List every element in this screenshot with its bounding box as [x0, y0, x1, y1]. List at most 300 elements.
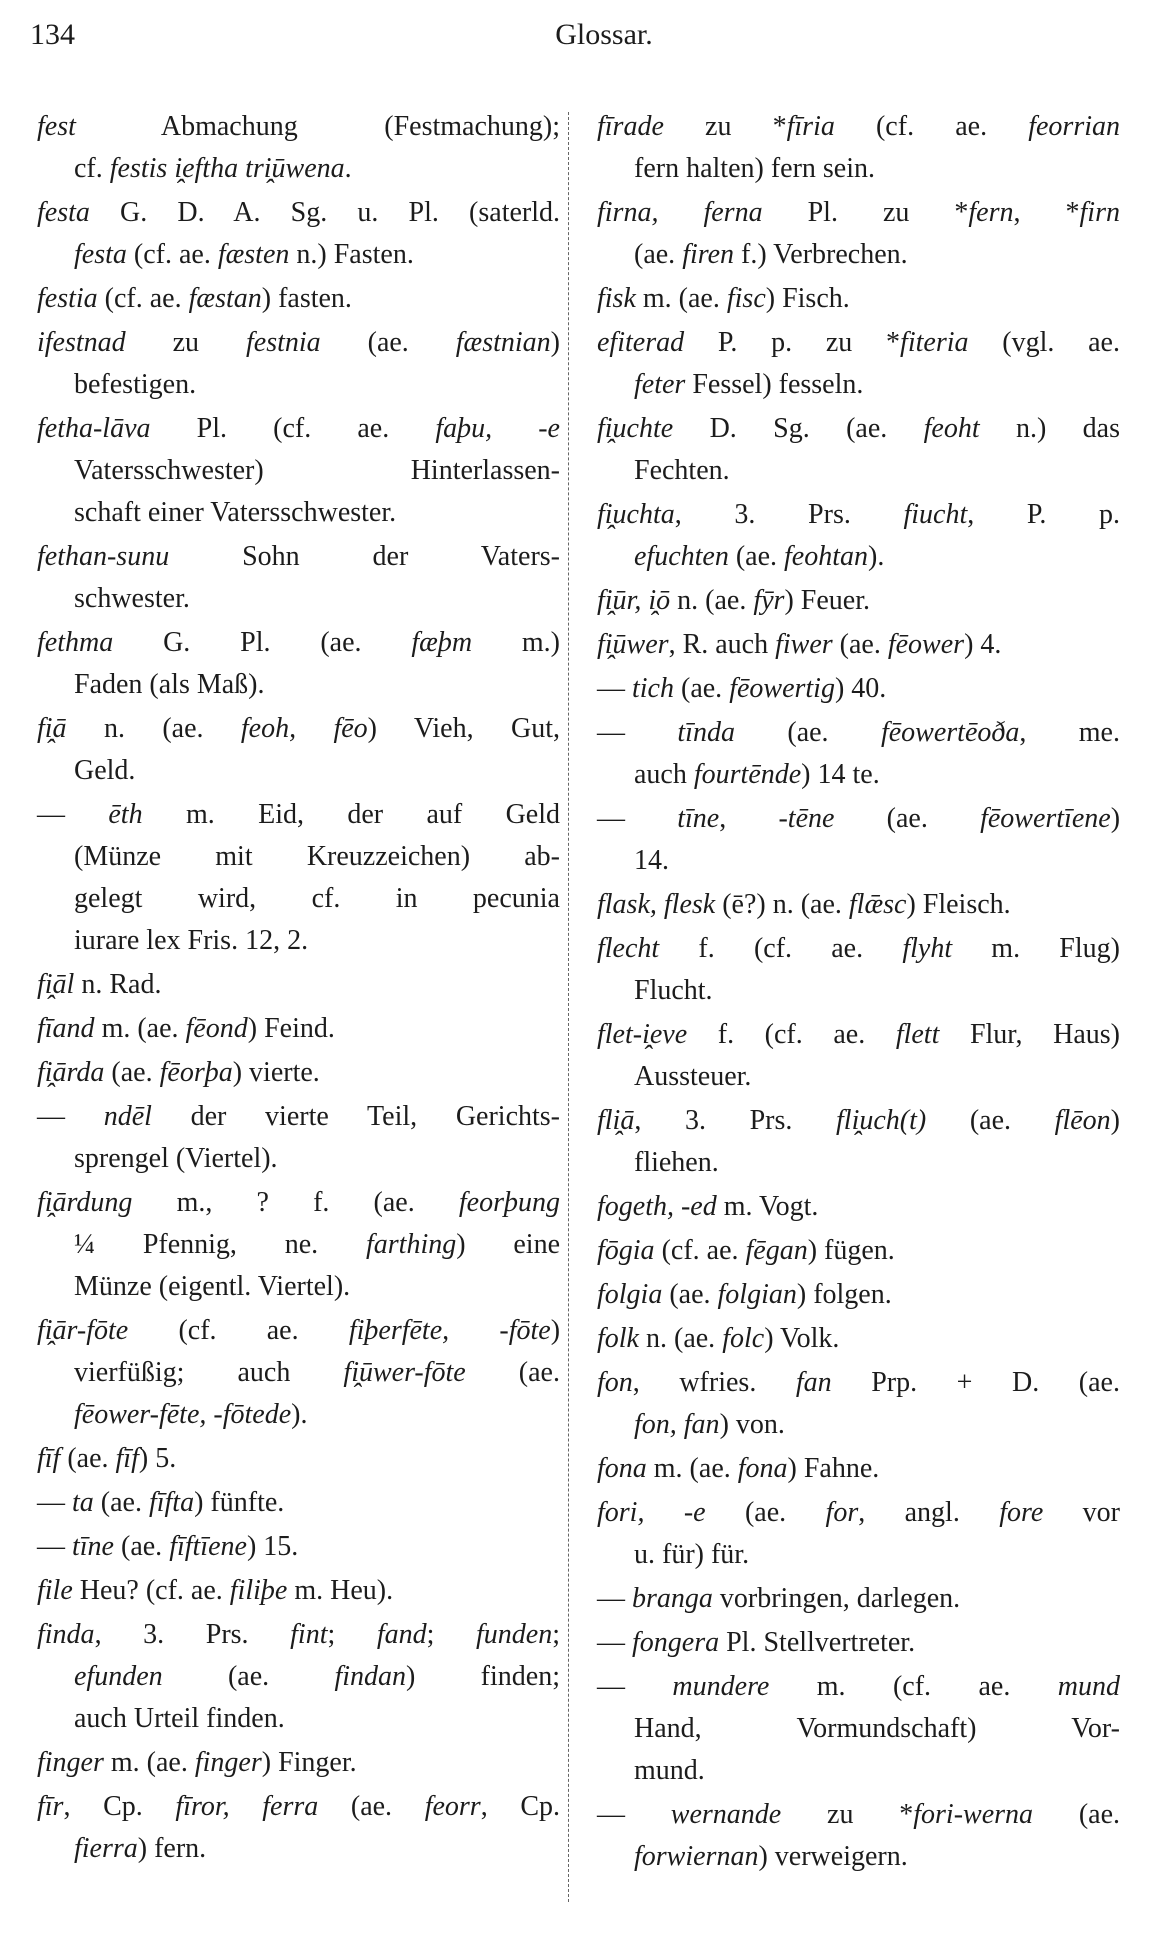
- headword-or-cited-form: feorrian: [1028, 111, 1120, 142]
- definition-text: gelegt wird, cf. in pecunia: [74, 883, 560, 914]
- definition-text: Geld.: [74, 755, 136, 786]
- definition-text: m.): [472, 627, 560, 658]
- entry-line: [37, 278, 560, 320]
- definition-text: 14.: [634, 845, 669, 876]
- glossary-entry: [37, 192, 560, 276]
- headword-or-cited-form: fīftīene: [169, 1531, 247, 1562]
- headword-or-cited-form: fi̭uchte: [597, 413, 674, 444]
- headword-or-cited-form: fi̭ār-fōte: [37, 1315, 129, 1346]
- entry-line: [37, 836, 560, 878]
- entry-line: [37, 1614, 560, 1656]
- headword-or-cited-form: -tēne: [778, 803, 835, 834]
- definition-text: ) Finger.: [261, 1747, 357, 1778]
- glossary-entry: [37, 1526, 560, 1568]
- headword-or-cited-form: fi̭ā: [37, 713, 67, 744]
- entry-line: [597, 408, 1120, 450]
- definition-text: der vierte Teil, Gerichts-: [151, 1101, 560, 1132]
- entry-line: [597, 1142, 1120, 1184]
- headword-or-cited-form: fīf: [37, 1443, 61, 1474]
- column-divider: [568, 112, 569, 1902]
- glossary-entry: [37, 964, 560, 1006]
- headword-or-cited-form: efuchten: [634, 541, 729, 572]
- definition-text: ) fügen.: [807, 1235, 895, 1266]
- entry-line: [597, 1186, 1120, 1228]
- glossary-entry: [597, 408, 1120, 492]
- definition-text: ) folgen.: [796, 1279, 892, 1310]
- glossary-entry: [597, 1448, 1120, 1490]
- definition-text: ).: [291, 1399, 308, 1430]
- headword-or-cited-form: flēon: [1054, 1105, 1111, 1136]
- definition-text: —: [37, 1531, 72, 1562]
- entry-line: [37, 878, 560, 920]
- definition-text: (cf. ae.: [834, 111, 1029, 142]
- entry-line: [37, 1742, 560, 1784]
- headword-or-cited-form: finda: [37, 1619, 95, 1650]
- entry-line: [37, 1352, 560, 1394]
- entry-line: [597, 1274, 1120, 1316]
- definition-text: ) 40.: [834, 673, 887, 704]
- headword-or-cited-form: fēowertig: [729, 673, 835, 704]
- entry-line: [597, 798, 1120, 840]
- definition-text: Abmachung (Festmachung);: [75, 111, 560, 142]
- definition-text: ) Feuer.: [784, 585, 870, 616]
- definition-text: —: [597, 1671, 673, 1702]
- glossary-entry: [37, 1614, 560, 1740]
- headword-or-cited-form: fiþerfēte, -fōte: [348, 1315, 551, 1346]
- headword-or-cited-form: fæþm: [411, 627, 473, 658]
- headword-or-cited-form: fīfta: [148, 1487, 195, 1518]
- headword-or-cited-form: feorr: [424, 1791, 481, 1822]
- glossary-entry: [597, 494, 1120, 578]
- definition-text: m. (ae.: [103, 1747, 195, 1778]
- entry-line: [597, 450, 1120, 492]
- glossary-entry: [597, 928, 1120, 1012]
- headword-or-cited-form: mund: [1057, 1671, 1120, 1702]
- definition-text: (ae.: [832, 629, 888, 660]
- entry-line: [37, 622, 560, 664]
- definition-text: ): [1110, 1105, 1120, 1136]
- glossary-entry: [37, 1182, 560, 1308]
- running-header-title: Glossar.: [555, 18, 653, 51]
- entry-line: [597, 1230, 1120, 1272]
- definition-text: n.) Fasten.: [289, 239, 414, 270]
- definition-text: vor: [1043, 1497, 1120, 1528]
- headword-or-cited-form: fest: [37, 111, 76, 142]
- entry-line: [597, 148, 1120, 190]
- definition-text: m. Flug): [952, 933, 1120, 964]
- entry-line: [597, 1362, 1120, 1404]
- entry-line: [597, 754, 1120, 796]
- definition-text: Vatersschwester) Hinterlassen-: [74, 455, 560, 486]
- glossary-entry: [597, 1794, 1120, 1878]
- definition-text: n. Rad.: [74, 969, 162, 1000]
- headword-or-cited-form: fīf: [115, 1443, 139, 1474]
- definition-text: D. Sg. (ae.: [673, 413, 924, 444]
- definition-text: , *: [1013, 197, 1080, 228]
- headword-or-cited-form: flask, flesk: [597, 889, 716, 920]
- headword-or-cited-form: efiterad: [597, 327, 685, 358]
- glossary-entry: [597, 192, 1120, 276]
- definition-text: —: [597, 1583, 632, 1614]
- headword-or-cited-form: flǣsc: [848, 889, 907, 920]
- glossary-column-left: [37, 106, 560, 1872]
- definition-text: (vgl. ae.: [968, 327, 1120, 358]
- glossary-entry: [37, 1570, 560, 1612]
- definition-text: (cf. ae.: [128, 1315, 349, 1346]
- entry-line: [597, 1794, 1120, 1836]
- definition-text: zu *: [663, 111, 787, 142]
- headword-or-cited-form: fethma: [37, 627, 114, 658]
- definition-text: Pl. Stellvertreter.: [719, 1627, 916, 1658]
- definition-text: schwester.: [74, 583, 190, 614]
- headword-or-cited-form: fiwer: [775, 629, 833, 660]
- definition-text: , Cp.: [63, 1791, 176, 1822]
- definition-text: ): [1110, 803, 1121, 834]
- definition-text: —: [597, 717, 678, 748]
- definition-text: n. (ae.: [66, 713, 241, 744]
- headword-or-cited-form: fēowertīene: [980, 803, 1111, 834]
- headword-or-cited-form: fi̭ārdung: [37, 1187, 133, 1218]
- definition-text: —: [37, 799, 109, 830]
- definition-text: vorbringen, darlegen.: [712, 1583, 961, 1614]
- glossary-entry: [37, 1008, 560, 1050]
- headword-or-cited-form: festnia: [246, 327, 321, 358]
- headword-or-cited-form: festa: [74, 239, 127, 270]
- definition-text: —: [597, 1627, 632, 1658]
- entry-line: [37, 1096, 560, 1138]
- headword-or-cited-form: fi̭ūr, i̭ō: [597, 585, 671, 616]
- definition-text: —: [37, 1487, 72, 1518]
- definition-text: u. für) für.: [634, 1539, 750, 1570]
- entry-line: [597, 536, 1120, 578]
- definition-text: n.) das: [979, 413, 1120, 444]
- entry-line: [597, 1750, 1120, 1792]
- definition-text: fern halten) fern sein.: [634, 153, 875, 184]
- glossary-entry: [37, 1742, 560, 1784]
- entry-line: [597, 1578, 1120, 1620]
- entry-line: [597, 970, 1120, 1012]
- headword-or-cited-form: flecht: [597, 933, 660, 964]
- definition-text: , P. p.: [967, 499, 1120, 530]
- headword-or-cited-form: firen: [682, 239, 735, 270]
- headword-or-cited-form: efunden: [74, 1661, 163, 1692]
- definition-text: (ae.: [104, 1057, 160, 1088]
- definition-text: ) von.: [719, 1409, 785, 1440]
- definition-text: m. Vogt.: [716, 1191, 819, 1222]
- definition-text: , wfries.: [632, 1367, 796, 1398]
- entry-line: [37, 1482, 560, 1524]
- entry-line: [37, 1310, 560, 1352]
- headword-or-cited-form: fīr: [37, 1791, 64, 1822]
- definition-text: (ae.: [705, 1497, 826, 1528]
- headword-or-cited-form: fli̭ā: [597, 1105, 635, 1136]
- headword-or-cited-form: folc: [722, 1323, 765, 1354]
- definition-text: zu *: [781, 1799, 914, 1830]
- definition-text: —: [597, 673, 632, 704]
- definition-text: (ae.: [926, 1105, 1055, 1136]
- headword-or-cited-form: fȳr: [753, 585, 785, 616]
- headword-or-cited-form: fēowertēoða: [880, 717, 1020, 748]
- headword-or-cited-form: fogeth, -ed: [597, 1191, 717, 1222]
- glossary-entry: [597, 1014, 1120, 1098]
- definition-text: ) vierte.: [232, 1057, 320, 1088]
- definition-text: n. (ae.: [670, 585, 754, 616]
- entry-line: [37, 1698, 560, 1740]
- entry-line: [37, 1656, 560, 1698]
- definition-text: (ae.: [674, 673, 730, 704]
- definition-text: ) verweigern.: [758, 1841, 908, 1872]
- definition-text: , me.: [1019, 717, 1120, 748]
- entry-line: [37, 1224, 560, 1266]
- headword-or-cited-form: wernande: [670, 1799, 782, 1830]
- glossary-entry: [37, 1438, 560, 1480]
- definition-text: n. (ae.: [639, 1323, 723, 1354]
- headword-or-cited-form: feorþung: [458, 1187, 560, 1218]
- entry-line: [597, 278, 1120, 320]
- definition-text: P. p. zu *: [684, 327, 901, 358]
- definition-text: m. (ae.: [94, 1013, 186, 1044]
- definition-text: auch Urteil finden.: [74, 1703, 285, 1734]
- entry-line: [37, 964, 560, 1006]
- glossary-entry: [37, 1096, 560, 1180]
- headword-or-cited-form: flyht: [902, 933, 953, 964]
- headword-or-cited-form: fierra: [74, 1833, 138, 1864]
- definition-text: (ae.: [93, 1487, 149, 1518]
- entry-line: [597, 192, 1120, 234]
- headword-or-cited-form: fi̭āl: [37, 969, 75, 1000]
- definition-text: Flucht.: [634, 975, 713, 1006]
- definition-text: , 3. Prs.: [634, 1105, 837, 1136]
- entry-line: [37, 1394, 560, 1436]
- glossary-entry: [37, 536, 560, 620]
- headword-or-cited-form: fetha-lāva: [37, 413, 151, 444]
- definition-text: auch: [634, 759, 694, 790]
- entry-line: [37, 708, 560, 750]
- glossary-entry: [597, 1230, 1120, 1272]
- glossary-column-right: [597, 106, 1120, 1880]
- headword-or-cited-form: ta: [72, 1487, 94, 1518]
- page-number: 134: [30, 18, 75, 51]
- definition-text: ) Feind.: [247, 1013, 335, 1044]
- entry-line: [37, 322, 560, 364]
- headword-or-cited-form: fern: [968, 197, 1014, 228]
- glossary-entry: [37, 622, 560, 706]
- glossary-entry: [37, 322, 560, 406]
- headword-or-cited-form: fourtēnde: [693, 759, 802, 790]
- definition-text: Fessel) fesseln.: [685, 369, 864, 400]
- definition-text: ): [550, 1315, 561, 1346]
- glossary-entry: [597, 1492, 1120, 1576]
- definition-text: (cf. ae.: [97, 283, 189, 314]
- headword-or-cited-form: file: [37, 1575, 73, 1606]
- entry-line: [37, 1008, 560, 1050]
- entry-line: [37, 364, 560, 406]
- headword-or-cited-form: faþu, -e: [435, 413, 560, 444]
- headword-or-cited-form: fæstan: [188, 283, 262, 314]
- entry-line: [597, 884, 1120, 926]
- entry-line: [597, 712, 1120, 754]
- headword-or-cited-form: firna, ferna: [597, 197, 763, 228]
- definition-text: Sohn der Vaters-: [169, 541, 560, 572]
- entry-line: [597, 1014, 1120, 1056]
- definition-text: (ae.: [465, 1357, 560, 1388]
- headword-or-cited-form: fīror, ferra: [175, 1791, 319, 1822]
- entry-line: [597, 106, 1120, 148]
- entry-line: [37, 408, 560, 450]
- definition-text: (ae.: [662, 1279, 718, 1310]
- headword-or-cited-form: feter: [634, 369, 686, 400]
- definition-text: ¼ Pfennig, ne.: [74, 1229, 366, 1260]
- headword-or-cited-form: fongera: [632, 1627, 720, 1658]
- headword-or-cited-form: flet-i̭eve: [597, 1019, 688, 1050]
- headword-or-cited-form: fona: [737, 1453, 788, 1484]
- definition-text: , Cp.: [480, 1791, 560, 1822]
- entry-line: [597, 1492, 1120, 1534]
- headword-or-cited-form: fi̭ūwer: [597, 629, 669, 660]
- glossary-entry: [597, 580, 1120, 622]
- entry-line: [37, 1570, 560, 1612]
- headword-or-cited-form: fi̭uchta: [597, 499, 675, 530]
- glossary-entry: [597, 1100, 1120, 1184]
- definition-text: (ae.: [320, 327, 456, 358]
- glossary-entry: [37, 278, 560, 320]
- entry-line: [37, 1828, 560, 1870]
- glossary-entry: [597, 322, 1120, 406]
- glossary-entry: [597, 278, 1120, 320]
- definition-text: ) 5.: [138, 1443, 177, 1474]
- headword-or-cited-form: findan: [334, 1661, 407, 1692]
- glossary-entry: [597, 1318, 1120, 1360]
- definition-text: m. Heu).: [287, 1575, 394, 1606]
- definition-text: (ae.: [318, 1791, 425, 1822]
- definition-text: (ae.: [114, 1531, 170, 1562]
- entry-line: [597, 322, 1120, 364]
- definition-text: vierfüßig; auch: [74, 1357, 344, 1388]
- headword-or-cited-form: for: [825, 1497, 859, 1528]
- headword-or-cited-form: tīne: [677, 803, 720, 834]
- entry-line: [597, 668, 1120, 710]
- entry-line: [37, 794, 560, 836]
- headword-or-cited-form: fēond: [185, 1013, 248, 1044]
- definition-text: G. D. A. Sg. u. Pl. (saterld.: [89, 197, 560, 228]
- definition-text: ) fünfte.: [194, 1487, 285, 1518]
- definition-text: f. (cf. ae.: [659, 933, 903, 964]
- headword-or-cited-form: fon: [597, 1367, 633, 1398]
- headword-or-cited-form: folgia: [597, 1279, 663, 1310]
- entry-line: [37, 192, 560, 234]
- glossary-entry: [597, 884, 1120, 926]
- definition-text: Flur, Haus): [939, 1019, 1120, 1050]
- entry-line: [37, 536, 560, 578]
- headword-or-cited-form: branga: [632, 1583, 713, 1614]
- entry-line: [597, 624, 1120, 666]
- glossary-entry: [37, 1786, 560, 1870]
- entry-line: [37, 1438, 560, 1480]
- definition-text: (ae.: [1033, 1799, 1120, 1830]
- definition-text: Pl. (cf. ae.: [150, 413, 436, 444]
- entry-line: [37, 450, 560, 492]
- glossary-entry: [597, 1578, 1120, 1620]
- definition-text: (ae.: [734, 717, 881, 748]
- definition-text: , angl.: [858, 1497, 1000, 1528]
- definition-text: f. (cf. ae.: [687, 1019, 896, 1050]
- entry-line: [597, 494, 1120, 536]
- entry-line: [597, 1056, 1120, 1098]
- definition-text: (ae.: [728, 541, 785, 572]
- headword-or-cited-form: folk: [597, 1323, 639, 1354]
- definition-text: —: [37, 1101, 104, 1132]
- glossary-entry: [597, 624, 1120, 666]
- definition-text: , 3. Prs.: [674, 499, 904, 530]
- glossary-entry: [597, 1186, 1120, 1228]
- definition-text: ) Fahne.: [787, 1453, 880, 1484]
- definition-text: ) fasten.: [261, 283, 352, 314]
- entry-line: [37, 1786, 560, 1828]
- definition-text: , 3. Prs.: [94, 1619, 291, 1650]
- definition-text: cf.: [74, 153, 110, 184]
- definition-text: Münze (eigentl. Viertel).: [74, 1271, 351, 1302]
- entry-line: [37, 750, 560, 792]
- definition-text: Pl. zu *: [762, 197, 969, 228]
- headword-or-cited-form: fīria: [786, 111, 835, 142]
- entry-line: [37, 106, 560, 148]
- headword-or-cited-form: folgian: [717, 1279, 797, 1310]
- headword-or-cited-form: filiþe: [229, 1575, 288, 1606]
- entry-line: [37, 1138, 560, 1180]
- definition-text: (ae.: [634, 239, 683, 270]
- definition-text: ) Volk.: [764, 1323, 840, 1354]
- entry-line: [37, 920, 560, 962]
- glossary-entry: [597, 1274, 1120, 1316]
- headword-or-cited-form: feohtan: [784, 541, 869, 572]
- headword-or-cited-form: flett: [895, 1019, 940, 1050]
- headword-or-cited-form: ndēl: [103, 1101, 152, 1132]
- entry-line: [597, 840, 1120, 882]
- definition-text: m. Eid, der auf Geld: [142, 799, 561, 830]
- headword-or-cited-form: fisk: [597, 283, 636, 314]
- headword-or-cited-form: fēorþa: [159, 1057, 233, 1088]
- definition-text: (ae.: [834, 803, 981, 834]
- definition-text: ;: [327, 1619, 377, 1650]
- definition-text: ).: [868, 541, 885, 572]
- glossary-entry: [597, 1666, 1120, 1792]
- definition-text: (ae.: [162, 1661, 335, 1692]
- glossary-entry: [597, 106, 1120, 190]
- headword-or-cited-form: fand: [376, 1619, 427, 1650]
- entry-line: [597, 364, 1120, 406]
- glossary-entry: [597, 668, 1120, 710]
- definition-text: sprengel (Viertel).: [74, 1143, 278, 1174]
- entry-line: [37, 1052, 560, 1094]
- headword-or-cited-form: tich: [632, 673, 674, 704]
- definition-text: ;: [426, 1619, 477, 1650]
- definition-text: , R. auch: [668, 629, 776, 660]
- headword-or-cited-form: fethan-sunu: [37, 541, 170, 572]
- entry-line: [597, 1318, 1120, 1360]
- headword-or-cited-form: fēower: [887, 629, 965, 660]
- headword-or-cited-form: finger: [37, 1747, 104, 1778]
- definition-text: ) 15.: [246, 1531, 299, 1562]
- headword-or-cited-form: fæstnian: [455, 327, 551, 358]
- headword-or-cited-form: finger: [194, 1747, 262, 1778]
- glossary-entry: [37, 1482, 560, 1524]
- glossary-entry: [597, 1622, 1120, 1664]
- headword-or-cited-form: fore: [999, 1497, 1044, 1528]
- glossary-entry: [37, 1310, 560, 1436]
- headword-or-cited-form: fōgia: [597, 1235, 655, 1266]
- headword-or-cited-form: fori-werna: [913, 1799, 1034, 1830]
- definition-text: ) 4.: [964, 629, 1002, 660]
